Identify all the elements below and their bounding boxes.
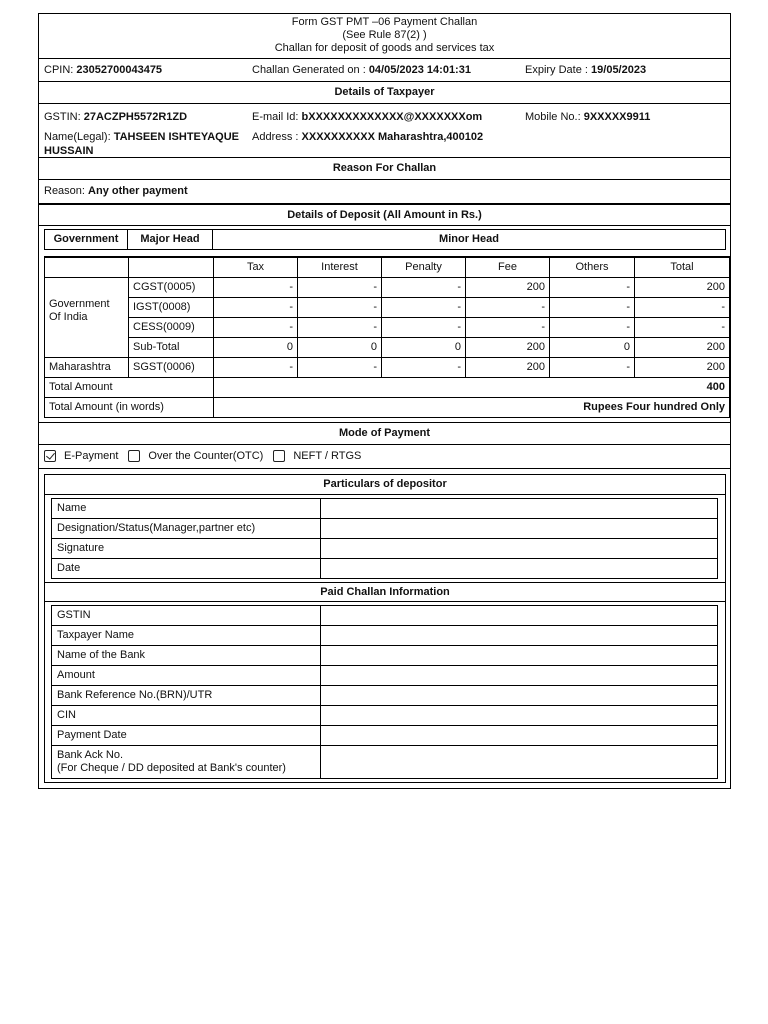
- head-government: Government: [45, 230, 128, 249]
- field-value: [321, 558, 718, 578]
- cpin: CPIN: 23052700043475: [44, 64, 163, 76]
- cell: -: [635, 317, 730, 337]
- field-value: [321, 665, 718, 685]
- gstin: GSTIN: 27ACZPH5572R1ZD: [44, 111, 188, 123]
- row-head: SGST(0006): [129, 357, 214, 377]
- field-label: Date: [52, 558, 321, 578]
- table-row: [45, 337, 730, 357]
- field-value: [321, 625, 718, 645]
- government-of-india: Government Of India: [45, 277, 129, 357]
- head-major: Major Head: [128, 230, 213, 249]
- cell: 0: [550, 337, 635, 357]
- deposit-table: [44, 256, 730, 418]
- paid-table: [51, 605, 718, 779]
- field-label: Payment Date: [52, 725, 321, 745]
- total-amount: 400: [214, 377, 730, 397]
- mode-section-title: Mode of Payment: [39, 423, 730, 445]
- cell: -: [382, 357, 466, 377]
- state-name: Maharashtra: [45, 357, 129, 377]
- total-row: [45, 377, 730, 397]
- cell: -: [550, 357, 635, 377]
- cell: -: [382, 317, 466, 337]
- table-row: [52, 498, 718, 518]
- field-value: [321, 725, 718, 745]
- col-tax: Tax: [214, 257, 298, 277]
- option-label: Over the Counter(OTC): [148, 450, 264, 462]
- cell: -: [298, 277, 382, 297]
- table-row: [52, 538, 718, 558]
- form-header: [39, 14, 730, 59]
- cell: -: [382, 277, 466, 297]
- field-label: Designation/Status(Manager,partner etc): [52, 518, 321, 538]
- head-minor: Minor Head: [439, 233, 499, 245]
- col-interest: Interest: [298, 257, 382, 277]
- cell: 200: [635, 277, 730, 297]
- checkbox-checked-icon[interactable]: [44, 450, 56, 462]
- words-row: [45, 397, 730, 417]
- cell: 0: [298, 337, 382, 357]
- cell: 200: [466, 357, 550, 377]
- cell: -: [550, 317, 635, 337]
- option-epayment[interactable]: [44, 450, 118, 462]
- field-value: [321, 538, 718, 558]
- row-head: CESS(0009): [129, 317, 214, 337]
- legal-name: Name(Legal): TAHSEEN ISHTEYAQUE HUSSAIN: [44, 131, 240, 157]
- taxpayer-details: [39, 104, 730, 158]
- table-row: [52, 745, 718, 778]
- table-row: [45, 357, 730, 377]
- cell: -: [382, 297, 466, 317]
- depositor-section-title: Particulars of depositor: [45, 475, 725, 495]
- option-otc[interactable]: [128, 450, 263, 462]
- paid-section-title: Paid Challan Information: [45, 582, 725, 602]
- table-row: [52, 705, 718, 725]
- field-value: [321, 605, 718, 625]
- form-title: Form GST PMT –06 Payment Challan: [291, 16, 478, 28]
- field-label: Amount: [52, 665, 321, 685]
- option-neft-rtgs[interactable]: [273, 450, 361, 462]
- table-row: [45, 317, 730, 337]
- field-label: CIN: [52, 705, 321, 725]
- table-row: [52, 725, 718, 745]
- checkbox-icon[interactable]: [273, 450, 285, 462]
- expiry-date: Expiry Date : 19/05/2023: [525, 64, 647, 76]
- mobile-no: Mobile No.: 9XXXXX9911: [525, 111, 651, 123]
- col-others: Others: [550, 257, 635, 277]
- cell: -: [214, 277, 298, 297]
- cell: 200: [466, 337, 550, 357]
- reason: Reason: Any other payment: [39, 180, 730, 204]
- taxpayer-section-title: Details of Taxpayer: [39, 82, 730, 104]
- field-value: [321, 498, 718, 518]
- col-total: Total: [635, 257, 730, 277]
- words-label: Total Amount (in words): [45, 397, 214, 417]
- col-fee: Fee: [466, 257, 550, 277]
- challan-info-row: [39, 59, 730, 82]
- table-row: [45, 297, 730, 317]
- depositor-box: [44, 474, 726, 783]
- challan-generated: Challan Generated on : 04/05/2023 14:01:31: [252, 64, 471, 76]
- field-value: [321, 645, 718, 665]
- cell: 200: [635, 337, 730, 357]
- cell: 0: [382, 337, 466, 357]
- field-label: GSTIN: [52, 605, 321, 625]
- field-label: Bank Reference No.(BRN)/UTR: [52, 685, 321, 705]
- cell: -: [466, 297, 550, 317]
- field-value: [321, 745, 718, 778]
- cell: -: [214, 357, 298, 377]
- table-row: [52, 625, 718, 645]
- cell: -: [298, 297, 382, 317]
- cell: 200: [466, 277, 550, 297]
- cell: -: [298, 317, 382, 337]
- deposit-section-title: Details of Deposit (All Amount in Rs.): [39, 204, 730, 226]
- email-id: E-mail Id: bXXXXXXXXXXXXX@XXXXXXXom: [252, 111, 483, 123]
- ack-line1: Bank Ack No.: [57, 748, 124, 761]
- cell: -: [214, 317, 298, 337]
- row-head: IGST(0008): [129, 297, 214, 317]
- table-row: [52, 685, 718, 705]
- bank-ack-label: [52, 745, 321, 778]
- table-row: [52, 605, 718, 625]
- table-row: [52, 645, 718, 665]
- field-label: Signature: [52, 538, 321, 558]
- field-value: [321, 518, 718, 538]
- option-label: NEFT / RTGS: [293, 450, 362, 462]
- row-head: Sub-Total: [129, 337, 214, 357]
- ack-line2: (For Cheque / DD deposited at Bank's counter): [57, 761, 286, 774]
- mode-of-payment: [39, 445, 730, 469]
- form-subtitle: Challan for deposit of goods and services tax: [274, 42, 495, 54]
- table-row: [52, 558, 718, 578]
- field-value: [321, 685, 718, 705]
- cell: 0: [214, 337, 298, 357]
- table-row: [45, 277, 730, 297]
- field-label: Taxpayer Name: [52, 625, 321, 645]
- cell: -: [466, 317, 550, 337]
- depositor-table: [51, 498, 718, 579]
- field-value: [321, 705, 718, 725]
- cell: -: [635, 297, 730, 317]
- reason-section-title: Reason For Challan: [39, 158, 730, 180]
- col-penalty: Penalty: [382, 257, 466, 277]
- cell: 200: [635, 357, 730, 377]
- row-head: CGST(0005): [129, 277, 214, 297]
- table-row: [52, 518, 718, 538]
- cell: -: [550, 277, 635, 297]
- deposit-header-row: [45, 257, 730, 277]
- checkbox-icon[interactable]: [128, 450, 140, 462]
- challan-form: [38, 13, 731, 789]
- table-row: [52, 665, 718, 685]
- total-label: Total Amount: [45, 377, 214, 397]
- field-label: Name of the Bank: [52, 645, 321, 665]
- cell: -: [214, 297, 298, 317]
- form-rule: (See Rule 87(2) ): [342, 29, 427, 41]
- option-label: E-Payment: [64, 450, 119, 462]
- field-label: Name: [52, 498, 321, 518]
- total-in-words: Rupees Four hundred Only: [214, 397, 730, 417]
- address: Address : XXXXXXXXXX Maharashtra,400102: [252, 131, 484, 143]
- head-row: [44, 229, 726, 250]
- cell: -: [550, 297, 635, 317]
- cell: -: [298, 357, 382, 377]
